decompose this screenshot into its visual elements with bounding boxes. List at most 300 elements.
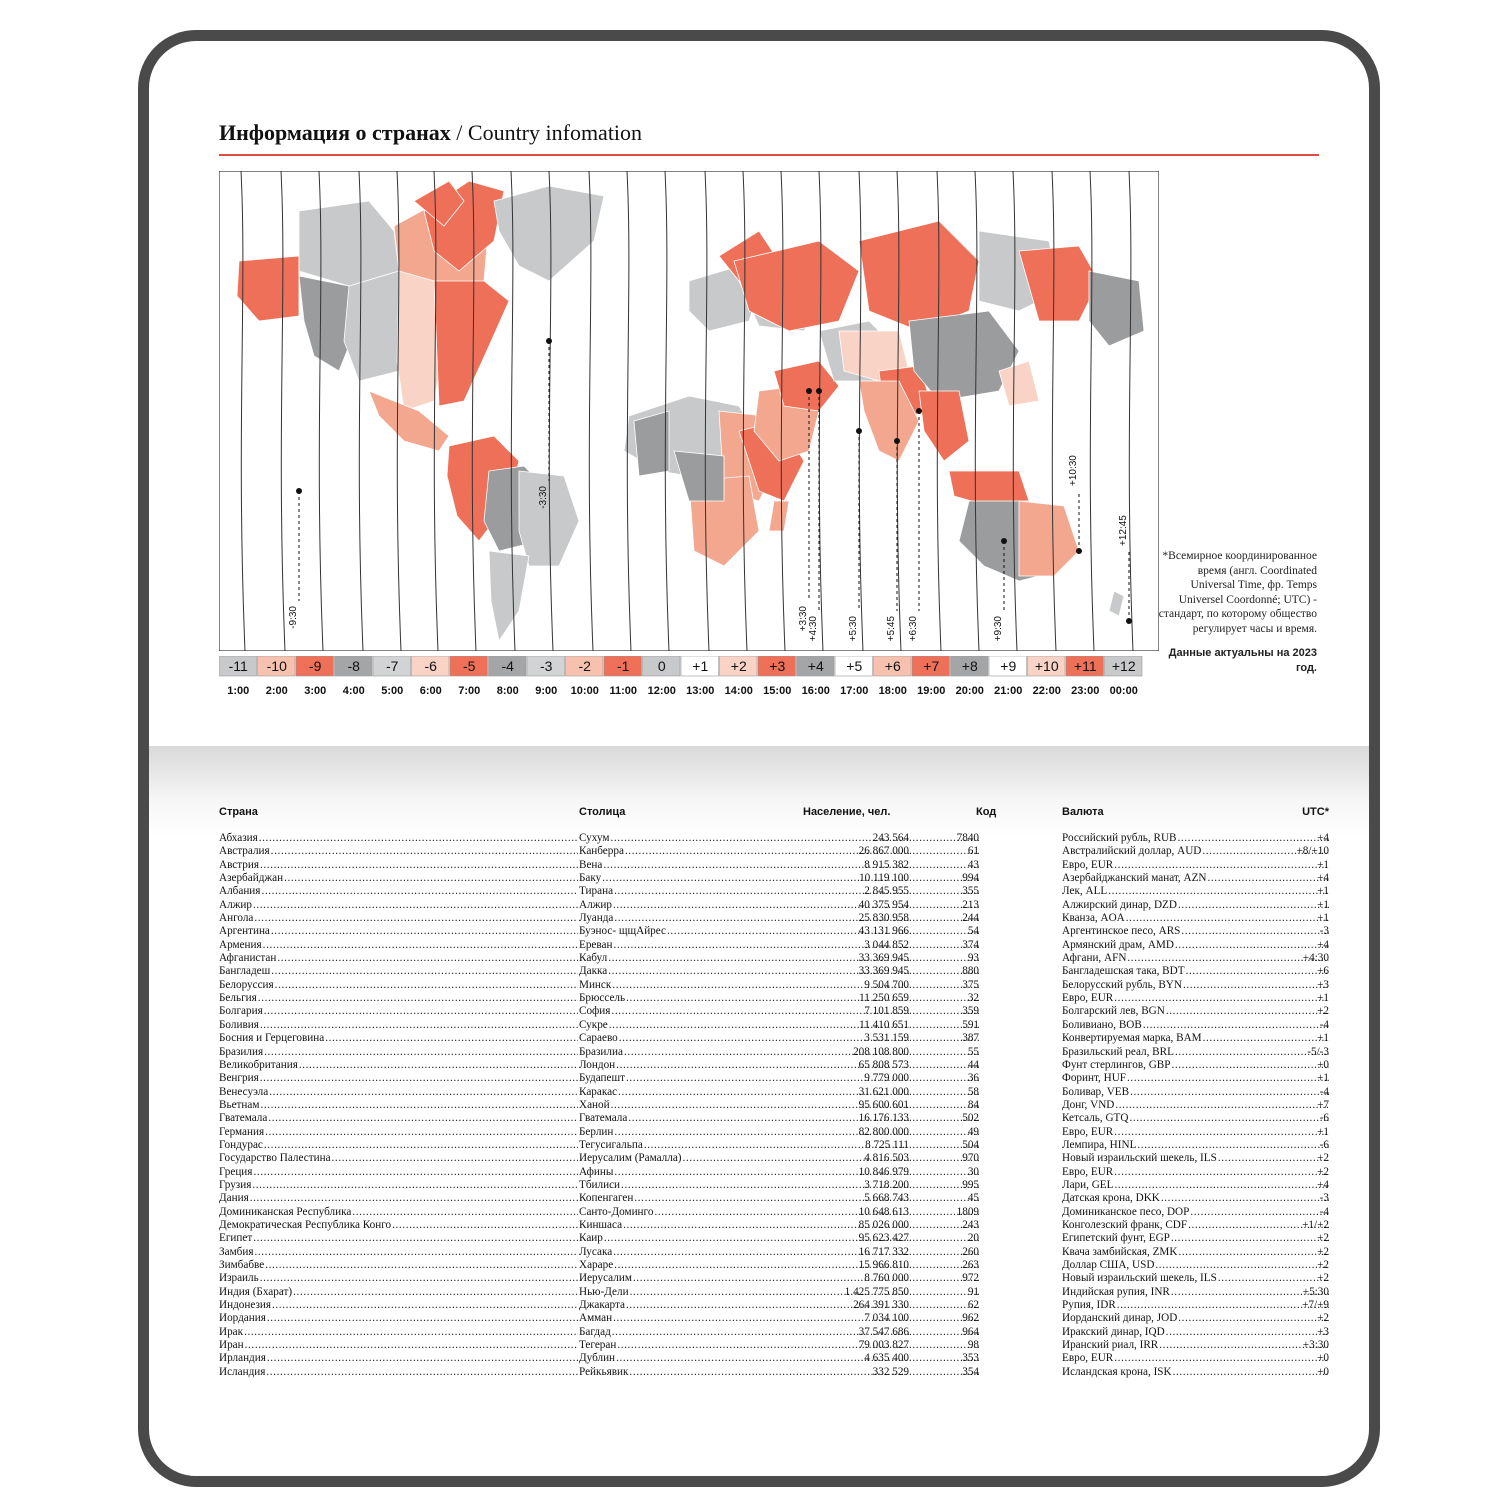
legend-offset: -3: [540, 658, 553, 674]
legend-time: 18:00: [878, 685, 907, 697]
cell-population: 4 635 400: [864, 1352, 909, 1365]
row-segment: [579, 912, 909, 925]
cell-capital: Ереван: [579, 938, 613, 951]
cell-utc: +2: [1317, 1312, 1329, 1325]
offset-dot: [1076, 548, 1082, 554]
cell-country: Дания: [219, 1192, 249, 1205]
cell-population: 332 529: [872, 1365, 909, 1378]
cell-currency: Датская крона, DKK: [1062, 1192, 1160, 1205]
row-segment: [909, 859, 979, 872]
row-segment: [909, 912, 979, 925]
legend-time: 4:00: [342, 685, 365, 697]
row-segment: [219, 832, 578, 845]
cell-utc: +6: [1317, 965, 1329, 978]
legend-offset: -5: [463, 658, 476, 674]
cell-capital: Афины: [579, 1165, 614, 1178]
table-row: [219, 1072, 1329, 1085]
cell-code: 502: [962, 1112, 979, 1125]
cell-country: Босния и Герцеговина: [219, 1032, 325, 1045]
table-row: [219, 1259, 1329, 1272]
table-row: [219, 899, 1329, 912]
offset-dot: [916, 408, 922, 414]
cell-code: 54: [967, 925, 979, 938]
cell-capital: Будапешт: [579, 1072, 625, 1085]
cell-currency: Доллар США, USD: [1062, 1259, 1155, 1271]
cell-country: Афганистан: [219, 952, 277, 965]
row-segment: [909, 1059, 979, 1072]
row-segment: [579, 1046, 909, 1059]
cell-code: 880: [962, 965, 979, 978]
table-row: [219, 1099, 1329, 1112]
row-segment: [1062, 899, 1329, 912]
row-segment: [909, 992, 979, 1005]
cell-country: Армения: [219, 938, 262, 951]
cell-currency: Рупия, IDR: [1062, 1299, 1116, 1312]
cell-currency: Иорданский динар, JOD: [1062, 1312, 1178, 1325]
cell-utc: +0: [1317, 1352, 1329, 1365]
cell-code: 20: [967, 1232, 979, 1245]
cell-country: Индия (Бхарат): [219, 1285, 293, 1298]
legend-offset: -8: [347, 658, 360, 674]
cell-population: 82 800 000: [858, 1125, 909, 1138]
row-segment: [1062, 992, 1329, 1005]
row-segment: [909, 925, 979, 938]
row-segment: [219, 1152, 578, 1165]
row-segment: [1062, 1312, 1329, 1325]
row-segment: [219, 1326, 578, 1339]
table-row: [219, 1246, 1329, 1259]
row-segment: [219, 1112, 578, 1125]
offset-dot: [894, 438, 900, 444]
cell-code: 91: [967, 1285, 979, 1298]
row-segment: [579, 1286, 909, 1299]
cell-population: 33 369 945: [858, 965, 909, 978]
row-segment: [909, 1179, 979, 1192]
cell-code: 995: [962, 1178, 979, 1191]
legend-time: 15:00: [763, 685, 792, 697]
cell-utc: +3: [1317, 978, 1329, 991]
row-segment: [219, 1192, 578, 1205]
cell-utc: -5/-3: [1307, 1045, 1329, 1058]
row-segment: [1062, 1099, 1329, 1112]
cell-country: Алжир: [219, 898, 252, 911]
cell-currency: Евро, EUR: [1062, 1352, 1114, 1365]
row-segment: [579, 1019, 909, 1032]
cell-utc: +3:30: [1302, 1339, 1329, 1352]
cell-capital: Санто-Доминго: [579, 1205, 654, 1218]
cell-utc: +0: [1317, 1058, 1329, 1071]
row-segment: [219, 1072, 578, 1085]
cell-utc: -4: [1319, 1085, 1329, 1098]
row-segment: [219, 1046, 578, 1059]
row-segment: [1062, 1152, 1329, 1165]
row-segment: [1062, 1166, 1329, 1179]
cell-capital: Ханой: [579, 1098, 610, 1111]
cell-country: Белоруссия: [219, 978, 274, 991]
cell-currency: Бангладешская така, BDT: [1062, 965, 1185, 978]
row-segment: [219, 885, 578, 898]
cell-capital: Берлин: [579, 1125, 614, 1138]
offset-dot: [806, 388, 812, 394]
cell-utc: +1: [1317, 898, 1329, 911]
row-segment: [579, 1299, 909, 1312]
row-segment: [909, 1286, 979, 1299]
row-segment: [579, 832, 909, 845]
cell-capital: Кабул: [579, 952, 608, 965]
cell-utc: +5:30: [1302, 1285, 1329, 1298]
row-segment: [219, 1352, 578, 1365]
cell-utc: +2: [1317, 1232, 1329, 1245]
legend-time: 14:00: [724, 685, 753, 697]
table-row: [219, 1086, 1329, 1099]
row-segment: [579, 1219, 909, 1232]
row-segment: [219, 1206, 578, 1219]
row-segment: [219, 1299, 578, 1312]
row-segment: [1062, 872, 1329, 885]
cell-code: 374: [962, 938, 979, 951]
cell-code: 98: [967, 1339, 979, 1352]
cell-utc: +1: [1317, 885, 1329, 898]
legend-time: 19:00: [917, 685, 946, 697]
cell-country: Бельгия: [219, 992, 257, 1005]
table-row: [219, 1272, 1329, 1285]
row-segment: [219, 1339, 578, 1352]
cell-utc: +4: [1317, 1178, 1329, 1191]
cell-currency: Евро, EUR: [1062, 992, 1114, 1005]
cell-country: Албания: [219, 885, 261, 898]
legend-time: 10:00: [570, 685, 599, 697]
table-body: [219, 832, 1329, 1379]
legend-offset: +7: [923, 658, 940, 674]
cell-country: Иордания: [219, 1312, 266, 1325]
cell-population: 95 623 427: [858, 1232, 909, 1245]
row-segment: [219, 859, 578, 872]
row-segment: [219, 1166, 578, 1179]
table-row: [219, 1192, 1329, 1205]
row-segment: [219, 992, 578, 1005]
row-segment: [909, 965, 979, 978]
table-header: [219, 806, 1329, 832]
cell-population: 8 915 382: [864, 858, 909, 871]
page-frame: [138, 30, 1380, 1487]
cell-population: 3 044 852: [864, 938, 909, 951]
cell-country: Болгария: [219, 1005, 263, 1018]
cell-capital: Сараево: [579, 1032, 618, 1045]
table-row: [219, 1005, 1329, 1018]
cell-country: Абхазия: [219, 832, 258, 844]
cell-population: 208 108 800: [853, 1045, 909, 1058]
row-segment: [219, 872, 578, 885]
cell-country: Замбия: [219, 1245, 254, 1258]
legend-offset: -10: [266, 658, 287, 674]
offset-dot: [296, 488, 302, 494]
cell-code: 36: [967, 1072, 979, 1085]
row-segment: [579, 1366, 909, 1379]
legend-offset: -7: [386, 658, 399, 674]
cell-code: 962: [962, 1312, 979, 1325]
table-row: [219, 965, 1329, 978]
row-segment: [219, 1286, 578, 1299]
row-segment: [909, 1299, 979, 1312]
table-row: [219, 1152, 1329, 1165]
row-segment: [909, 1219, 979, 1232]
cell-population: 10 119 100: [859, 872, 909, 885]
offset-label: +3:30: [798, 606, 809, 632]
cell-currency: Евро, EUR: [1062, 1125, 1114, 1138]
row-segment: [579, 1152, 909, 1165]
row-segment: [219, 1059, 578, 1072]
cell-capital: Каир: [579, 1232, 603, 1245]
legend-offset: +5: [846, 658, 863, 674]
cell-country: Демократическая Республика Конго: [219, 1218, 392, 1231]
row-segment: [1062, 1272, 1329, 1285]
offset-label: -3:30: [538, 486, 549, 509]
header-currency: Валюта: [1062, 806, 1104, 818]
row-segment: [1062, 1032, 1329, 1045]
page-title: [219, 120, 1319, 146]
cell-code: 387: [962, 1032, 979, 1045]
offset-dot: [546, 338, 552, 344]
cell-country: Аргентина: [219, 925, 270, 938]
cell-country: Иран: [219, 1339, 244, 1352]
table-row: [219, 1299, 1329, 1312]
table-row: [219, 979, 1329, 992]
cell-code: 7840: [956, 832, 979, 844]
cell-code: 263: [962, 1259, 979, 1271]
cell-utc: +4: [1317, 938, 1329, 951]
legend-time: 21:00: [994, 685, 1023, 697]
cell-currency: Российский рубль, RUB: [1062, 832, 1177, 844]
cell-population: 16 717 332: [858, 1245, 909, 1258]
cell-code: 972: [962, 1272, 979, 1285]
cell-country: Индонезия: [219, 1299, 271, 1312]
table-row: [219, 1179, 1329, 1192]
cell-currency: Исландская крона, ISK: [1062, 1365, 1172, 1378]
cell-currency: Лари, GEL: [1062, 1178, 1114, 1191]
row-segment: [579, 992, 909, 1005]
cell-code: 213: [962, 898, 979, 911]
utc-note: [1155, 549, 1317, 675]
row-segment: [909, 1166, 979, 1179]
cell-country: Бразилия: [219, 1045, 264, 1058]
row-segment: [219, 845, 578, 858]
offset-label: +4:30: [808, 616, 819, 642]
table-row: [219, 872, 1329, 885]
row-segment: [909, 832, 979, 845]
offset-dot: [856, 428, 862, 434]
row-segment: [219, 1139, 578, 1152]
row-segment: [1062, 1219, 1329, 1232]
land-africa-west: [634, 411, 669, 476]
cell-country: Австрия: [219, 858, 260, 871]
row-segment: [1062, 1206, 1329, 1219]
cell-capital: Бразилиа: [579, 1045, 623, 1058]
cell-utc: +0: [1317, 1365, 1329, 1378]
cell-code: 970: [962, 1152, 979, 1165]
row-segment: [1062, 1339, 1329, 1352]
row-segment: [219, 965, 578, 978]
cell-population: 3 718 200: [864, 1178, 909, 1191]
cell-currency: Иракский динар, IQD: [1062, 1325, 1165, 1338]
row-segment: [579, 1272, 909, 1285]
cell-utc: +2: [1317, 1259, 1329, 1271]
cell-utc: +1: [1317, 1072, 1329, 1085]
cell-population: 85 026 000: [858, 1218, 909, 1231]
legend-time: 3:00: [304, 685, 327, 697]
cell-utc: -6: [1319, 1138, 1329, 1151]
row-segment: [219, 952, 578, 965]
table-row: [219, 1059, 1329, 1072]
table-row: [219, 992, 1329, 1005]
row-segment: [909, 1126, 979, 1139]
cell-population: 15 966 810: [858, 1259, 909, 1271]
cell-population: 5 668 743: [864, 1192, 909, 1205]
cell-code: 243: [962, 1218, 979, 1231]
cell-code: 58: [967, 1085, 979, 1098]
legend-time: 22:00: [1032, 685, 1061, 697]
table-row: [219, 1312, 1329, 1325]
legend-time: 00:00: [1109, 685, 1138, 697]
row-segment: [219, 1126, 578, 1139]
cell-code: 244: [962, 912, 979, 925]
table-row: [219, 1166, 1329, 1179]
cell-country: Зимбабве: [219, 1259, 265, 1271]
cell-capital: Тирана: [579, 885, 614, 898]
row-segment: [1062, 1179, 1329, 1192]
row-segment: [579, 1326, 909, 1339]
row-segment: [909, 1046, 979, 1059]
cell-currency: Боливар, VEB: [1062, 1085, 1130, 1098]
row-segment: [219, 1179, 578, 1192]
row-segment: [219, 912, 578, 925]
table-row: [219, 1232, 1329, 1245]
header-population: Население, чел.: [803, 806, 891, 818]
row-segment: [909, 1005, 979, 1018]
legend-time: 9:00: [535, 685, 558, 697]
cell-population: 31 621 000: [858, 1085, 909, 1098]
cell-population: 1 425 775 850: [844, 1285, 909, 1298]
cell-currency: Бразильский реал, BRL: [1062, 1045, 1174, 1058]
row-segment: [219, 1086, 578, 1099]
row-segment: [1062, 1046, 1329, 1059]
cell-code: 49: [967, 1125, 979, 1138]
cell-currency: Египетский фунт, EGP: [1062, 1232, 1170, 1245]
cell-population: 79 003 827: [858, 1339, 909, 1352]
legend-time: 7:00: [458, 685, 481, 697]
cell-currency: Австралийский доллар, AUD: [1062, 845, 1202, 858]
cell-capital: Хараре: [579, 1259, 614, 1271]
cell-currency: Кванза, AOA: [1062, 912, 1125, 925]
cell-code: 30: [967, 1165, 979, 1178]
cell-utc: +1: [1317, 1032, 1329, 1045]
cell-population: 40 375 954: [858, 898, 909, 911]
cell-currency: Азербайджанский манат, AZN: [1062, 872, 1207, 885]
cell-code: 84: [967, 1098, 979, 1111]
cell-country: Вьетнам: [219, 1098, 260, 1111]
cell-population: 9 504 700: [864, 978, 909, 991]
cell-population: 11 410 651: [859, 1018, 909, 1031]
table-row: [219, 1326, 1329, 1339]
cell-utc: +2: [1317, 1005, 1329, 1018]
world-timezone-map-icon: [219, 171, 1159, 651]
cell-code: 1809: [956, 1205, 979, 1218]
row-segment: [219, 1232, 578, 1245]
cell-population: 7 034 100: [864, 1312, 909, 1325]
country-table: [219, 806, 1329, 1379]
cell-capital: Дакка: [579, 965, 608, 978]
legend-offset: 0: [657, 658, 666, 674]
cell-capital: Тегусигальпа: [579, 1138, 643, 1151]
cell-utc: +2: [1317, 1272, 1329, 1285]
offset-label: +6:30: [908, 616, 919, 642]
table-row: [219, 1139, 1329, 1152]
row-segment: [579, 1112, 909, 1125]
header-capital: Столица: [579, 806, 626, 818]
legend-offset: -2: [578, 658, 591, 674]
cell-currency: Алжирский динар, DZD: [1062, 898, 1177, 911]
cell-population: 8 760 000: [864, 1272, 909, 1285]
row-segment: [579, 1166, 909, 1179]
cell-code: 260: [962, 1245, 979, 1258]
row-segment: [1062, 859, 1329, 872]
legend-time: 17:00: [840, 685, 869, 697]
row-segment: [909, 1139, 979, 1152]
cell-code: 591: [962, 1018, 979, 1031]
cell-utc: +4: [1317, 832, 1329, 844]
cell-currency: Кетсаль, GTQ: [1062, 1112, 1129, 1125]
cell-currency: Новый израильский шекель, ILS: [1062, 1272, 1217, 1285]
row-segment: [1062, 1005, 1329, 1018]
cell-country: Государство Палестина: [219, 1152, 331, 1165]
cell-utc: -4: [1319, 1018, 1329, 1031]
row-segment: [579, 1126, 909, 1139]
row-segment: [1062, 965, 1329, 978]
row-segment: [1062, 939, 1329, 952]
row-segment: [219, 1032, 578, 1045]
row-segment: [1062, 1192, 1329, 1205]
row-segment: [1062, 1086, 1329, 1099]
row-segment: [579, 1206, 909, 1219]
cell-population: 33 369 945: [858, 952, 909, 965]
cell-country: Венгрия: [219, 1072, 259, 1085]
row-segment: [909, 1232, 979, 1245]
row-segment: [579, 952, 909, 965]
cell-currency: Аргентинское песо, ARS: [1062, 925, 1181, 938]
row-segment: [909, 885, 979, 898]
header-country: Страна: [219, 806, 258, 818]
cell-country: Венесуэла: [219, 1085, 269, 1098]
row-segment: [579, 1339, 909, 1352]
cell-population: 43 131 966: [858, 925, 909, 938]
offset-dot: [1001, 538, 1007, 544]
row-segment: [219, 899, 578, 912]
cell-country: Азербайджан: [219, 872, 284, 885]
row-segment: [1062, 925, 1329, 938]
row-segment: [1062, 1366, 1329, 1379]
row-segment: [909, 872, 979, 885]
cell-utc: -3: [1319, 1192, 1329, 1205]
cell-utc: -3: [1319, 925, 1329, 938]
title-separator: /: [450, 120, 468, 145]
row-segment: [219, 1099, 578, 1112]
row-segment: [1062, 912, 1329, 925]
row-segment: [219, 1272, 578, 1285]
cell-currency: Новый израильский шекель, ILS: [1062, 1152, 1217, 1165]
cell-population: 25 830 958: [858, 912, 909, 925]
row-segment: [219, 1366, 578, 1379]
cell-capital: Рейкьявик: [579, 1365, 629, 1378]
row-segment: [219, 939, 578, 952]
